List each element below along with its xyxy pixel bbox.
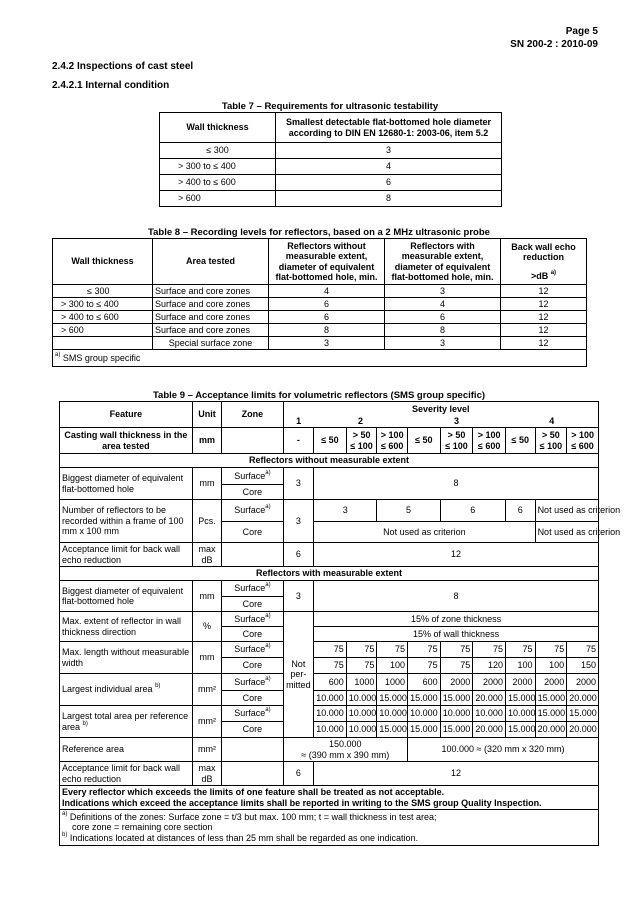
casting-wall-cell-bottom: ≤ 100	[539, 440, 563, 451]
zone-core: Core	[222, 627, 283, 642]
zone-empty	[222, 738, 283, 762]
value-cell: 15.000	[377, 691, 408, 706]
table7-cell: > 400 to ≤ 600	[160, 175, 276, 191]
value-cell: 10.000	[346, 691, 377, 706]
row-label: Reference area	[60, 738, 193, 762]
zone-core: Core	[222, 485, 283, 500]
table7-cell: > 300 to ≤ 400	[160, 159, 276, 175]
value-cell: 15.000	[440, 691, 473, 706]
table8-cell: Surface and core zones	[153, 324, 269, 337]
zone-surface-label: Surface	[234, 470, 266, 481]
table8-cell: 3	[385, 285, 501, 298]
table8-cell	[53, 337, 153, 350]
value-cell: 75	[314, 642, 347, 658]
value-cell: 15.000	[535, 691, 567, 706]
row-label: Number of reflectors to be recorded within a frame of 100 mm x 100 mm	[60, 500, 193, 543]
value-cell: 100	[535, 658, 567, 674]
value-cell: 15.000	[440, 722, 473, 738]
reference-area-size: ≈ (390 mm x 390 mm)	[301, 749, 390, 760]
table8-cell: 3	[385, 337, 501, 350]
value-cell: 10.000	[408, 706, 441, 722]
zone-surface-label: Surface	[234, 505, 266, 516]
level1-value: 3	[283, 468, 314, 500]
value-cell: 15.000	[535, 706, 567, 722]
zone-surface	[222, 612, 283, 627]
value-cell: 10.000	[346, 706, 377, 722]
table8-footnote-text: SMS group specific	[62, 352, 141, 363]
zone-surface	[222, 581, 283, 597]
zone-surface	[222, 642, 283, 658]
severity-level-4: 4	[505, 416, 598, 428]
value-cell: 2000	[535, 674, 567, 691]
table9-header-severity: Severity level	[283, 402, 598, 416]
subheading-with-extent: Reflectors with measurable extent	[60, 567, 599, 581]
zone-surface-label: Surface	[234, 644, 266, 655]
value-cell: 2000	[505, 674, 535, 691]
value-cell: Not used as criterion	[535, 500, 598, 522]
table8-header-wall: Wall thickness	[53, 239, 153, 285]
value-cell: 5	[377, 500, 440, 522]
casting-wall-cell: ≤ 50	[505, 428, 535, 454]
zone-core: Core	[222, 522, 283, 543]
value-cell: 120	[473, 658, 506, 674]
value-cell: 8	[314, 468, 599, 500]
casting-wall-dash: -	[283, 428, 314, 454]
casting-wall-cell	[440, 428, 473, 454]
row-unit: mm	[192, 642, 222, 674]
table7	[159, 112, 502, 207]
table8-cell: 12	[501, 285, 587, 298]
value-cell: 75	[377, 642, 408, 658]
value-cell: 10.000	[314, 722, 347, 738]
value-cell: 100.000 ≈ (320 mm x 320 mm)	[408, 738, 599, 762]
row-label: Biggest diameter of equivalent flat-bottomed hole	[60, 468, 193, 500]
table8-cell: > 600	[53, 324, 153, 337]
table8-cell: > 400 to ≤ 600	[53, 311, 153, 324]
table8-header-without: Reflectors without measurable extent, diameter of equivalent flat-bottomed hole, min.	[269, 239, 385, 285]
row-unit: mm²	[192, 706, 222, 738]
table8-header-db: >dB	[530, 270, 549, 281]
casting-wall-cell-top: > 100	[380, 430, 404, 441]
zone-surface	[222, 500, 283, 522]
value-cell: 75	[473, 642, 506, 658]
row-label-text: Largest individual area	[62, 684, 153, 695]
value-cell: 12	[314, 762, 599, 786]
footnote-a-text-cont: core zone = remaining core section	[72, 822, 213, 833]
casting-wall-cell	[567, 428, 599, 454]
table7-cell: 6	[276, 175, 502, 191]
value-cell: 15.000	[377, 722, 408, 738]
value-cell: 10.000	[314, 706, 347, 722]
value-cell: 10.000	[377, 706, 408, 722]
value-cell: 15% of zone thickness	[314, 612, 599, 627]
casting-wall-cell-top: > 50	[447, 430, 466, 441]
table7-cell: ≤ 300	[160, 143, 276, 159]
table8-caption: Table 8 – Recording levels for reflectors, based on a 2 MHz ultrasonic probe	[148, 227, 490, 238]
value-cell: 10.000	[505, 706, 535, 722]
footnote-a-marker: a)	[62, 810, 68, 817]
table9-footnotes	[60, 810, 599, 846]
table8	[52, 238, 587, 367]
value-cell: 75	[505, 642, 535, 658]
value-cell: 20.000	[567, 722, 599, 738]
value-cell: 2000	[567, 674, 599, 691]
document-number: SN 200-2 : 2010-09	[510, 39, 598, 50]
severity-level-2: 2	[314, 416, 408, 428]
casting-wall-cell-bottom: ≤ 100	[350, 440, 373, 451]
table8-header-back-label: Back wall echo reduction	[511, 241, 576, 263]
casting-wall-unit: mm	[192, 428, 222, 454]
zone-surface-label: Surface	[234, 613, 266, 624]
zone-surface	[222, 706, 283, 722]
value-cell: 75	[408, 642, 441, 658]
zone-empty	[222, 543, 283, 567]
casting-wall-cell-bottom: ≤ 600	[380, 440, 404, 451]
table8-cell: 8	[269, 324, 385, 337]
value-cell: 600	[408, 674, 441, 691]
zone-core: Core	[222, 691, 283, 706]
footnote-a-marker: a)	[265, 707, 271, 714]
footnote-a-marker: a)	[265, 504, 271, 511]
row-label: Max. length without measurable width	[60, 642, 193, 674]
footnote-b-marker: b)	[82, 720, 88, 727]
value-cell: 15.000	[505, 722, 535, 738]
table7-cell: > 600	[160, 191, 276, 207]
table8-cell: 6	[385, 311, 501, 324]
value-cell: 75	[567, 642, 599, 658]
table8-cell: 12	[501, 298, 587, 311]
table9-header-unit: Unit	[192, 402, 222, 428]
table8-cell: 12	[501, 324, 587, 337]
casting-wall-label: Casting wall thickness in the area tested	[60, 428, 193, 454]
casting-wall-cell-top: > 50	[541, 430, 560, 441]
row-unit: mm²	[192, 674, 222, 706]
zone-core: Core	[222, 658, 283, 674]
value-cell: 10.000	[346, 722, 377, 738]
table8-header-back	[501, 239, 587, 285]
value-cell: 3	[314, 500, 377, 522]
casting-wall-cell	[346, 428, 377, 454]
table7-caption: Table 7 – Requirements for ultrasonic testability	[221, 101, 439, 112]
note-line: Indications which exceed the acceptance limits shall be reported in writing to the SMS group Quality Inspection.	[62, 797, 542, 808]
zone-surface-label: Surface	[234, 676, 266, 687]
table8-header-area: Area tested	[153, 239, 269, 285]
value-cell: 15.000	[408, 691, 441, 706]
table8-header-with: Reflectors with measurable extent, diameter of equivalent flat-bottomed hole, min.	[385, 239, 501, 285]
row-label: Max. extent of reflector in wall thickness direction	[60, 612, 193, 642]
casting-wall-cell-bottom: ≤ 600	[571, 440, 594, 451]
row-label	[60, 674, 193, 706]
table8-cell: 8	[385, 324, 501, 337]
zone-surface	[222, 468, 283, 485]
table8-cell: Surface and core zones	[153, 285, 269, 298]
table7-header-wall: Wall thickness	[160, 113, 276, 143]
value-cell: 2000	[473, 674, 506, 691]
row-unit: mm	[192, 468, 222, 500]
table8-cell: > 300 to ≤ 400	[53, 298, 153, 311]
zone-surface	[222, 674, 283, 691]
level1-value: 3	[283, 581, 314, 612]
row-label: Acceptance limit for back wall echo reduction	[60, 543, 193, 567]
row-unit: max dB	[192, 762, 222, 786]
value-cell: Not used as criterion	[314, 522, 535, 543]
footnote-b-marker: b)	[155, 683, 161, 690]
zone-empty	[222, 762, 283, 786]
table9	[59, 401, 621, 846]
value-cell: 15.000	[408, 722, 441, 738]
row-unit: mm²	[192, 738, 222, 762]
value-cell: 1000	[377, 674, 408, 691]
value-cell: 75	[440, 658, 473, 674]
footnote-b-text: Indications located at distances of less than 25 mm shall be regarded as one indication.	[69, 832, 419, 843]
section-heading-2-4-2: 2.4.2 Inspections of cast steel	[52, 61, 194, 72]
level1-value: 3	[283, 500, 314, 543]
casting-wall-cell: ≤ 50	[408, 428, 441, 454]
table7-cell: 3	[276, 143, 502, 159]
value-cell: 12	[314, 543, 599, 567]
value-cell: 75	[346, 642, 377, 658]
table8-cell: 6	[269, 311, 385, 324]
value-cell: 10.000	[440, 706, 473, 722]
value-cell: 100	[505, 658, 535, 674]
casting-wall-cell-top: > 100	[571, 430, 594, 441]
footnote-a-text: Definitions of the zones: Surface zone = t/3 but max. 100 mm; t = wall thickness in test area;	[69, 811, 437, 822]
value-cell: 6	[505, 500, 535, 522]
value-cell: 75	[440, 642, 473, 658]
footnote-a-marker: a)	[550, 269, 557, 276]
table7-cell: 4	[276, 159, 502, 175]
table8-footnote	[53, 350, 587, 367]
footnote-a-marker: a)	[265, 675, 271, 682]
footnote-a-marker: a)	[265, 643, 271, 650]
table7-cell: 8	[276, 191, 502, 207]
value-cell: 15.000	[567, 706, 599, 722]
table8-cell: 4	[385, 298, 501, 311]
casting-wall-cell	[535, 428, 567, 454]
note-line: Every reflector which exceeds the limits of one feature shall be treated as not acceptable.	[62, 787, 445, 798]
table9-header-feature: Feature	[60, 402, 193, 428]
subheading-without-extent: Reflectors without measurable extent	[60, 454, 599, 468]
zone-core: Core	[222, 597, 283, 612]
table9-notes	[60, 786, 599, 810]
table8-cell: 6	[269, 298, 385, 311]
severity-level-1: 1	[283, 416, 314, 428]
footnote-a-marker: a)	[265, 612, 271, 619]
level1-value: 6	[283, 543, 314, 567]
value-cell: 2000	[440, 674, 473, 691]
row-unit: max dB	[192, 543, 222, 567]
section-heading-2-4-2-1: 2.4.2.1 Internal condition	[52, 80, 170, 91]
value-cell: Not used as criterion	[535, 522, 598, 543]
table8-cell: 12	[501, 337, 587, 350]
footnote-a-marker: a)	[265, 582, 271, 589]
row-label: Acceptance limit for back wall echo reduction	[60, 762, 193, 786]
table8-cell: 12	[501, 311, 587, 324]
value-cell: 20.000	[473, 722, 506, 738]
casting-wall-cell	[377, 428, 408, 454]
severity-level-3: 3	[408, 416, 506, 428]
table8-cell: 3	[269, 337, 385, 350]
row-label-text: Largest total area per reference area	[62, 711, 189, 732]
value-cell: 600	[314, 674, 347, 691]
table8-cell: Surface and core zones	[153, 298, 269, 311]
table8-cell: 4	[269, 285, 385, 298]
value-cell: 10.000	[473, 706, 506, 722]
zone-surface-label: Surface	[234, 583, 266, 594]
value-cell: 15% of wall thickness	[314, 627, 599, 642]
casting-wall-cell-bottom: ≤ 600	[477, 440, 501, 451]
value-cell: 6	[440, 500, 505, 522]
casting-wall-cell-top: > 100	[477, 430, 501, 441]
value-cell: 75	[535, 642, 567, 658]
reference-area-value: 150.000	[328, 739, 362, 750]
row-unit: Pcs.	[192, 500, 222, 543]
value-cell: 75	[346, 658, 377, 674]
table7-header-diameter: Smallest detectable flat-bottomed hole diameter according to DIN EN 12680-1: 2003-06, item 5.2	[276, 113, 502, 143]
casting-wall-cell: ≤ 50	[314, 428, 347, 454]
footnote-b-marker: b)	[62, 831, 68, 838]
value-cell: 100	[377, 658, 408, 674]
table8-cell: Surface and core zones	[153, 311, 269, 324]
not-permitted-cell: Not per-mitted	[283, 612, 314, 738]
value-cell: 1000	[346, 674, 377, 691]
value-cell: 8	[314, 581, 599, 612]
casting-wall-zone	[222, 428, 283, 454]
row-unit: %	[192, 612, 222, 642]
row-label: Biggest diameter of equivalent flat-bottomed hole	[60, 581, 193, 612]
value-cell: 10.000	[314, 691, 347, 706]
value-cell: 75	[408, 658, 441, 674]
value-cell: 20.000	[567, 691, 599, 706]
value-cell	[283, 738, 407, 762]
casting-wall-cell	[473, 428, 506, 454]
value-cell: 75	[314, 658, 347, 674]
table8-cell: Special surface zone	[153, 337, 269, 350]
table9-header-zone: Zone	[222, 402, 283, 428]
page-number: Page 5	[565, 26, 598, 37]
casting-wall-cell-bottom: ≤ 100	[445, 440, 468, 451]
row-unit: mm	[192, 581, 222, 612]
table8-cell: ≤ 300	[53, 285, 153, 298]
value-cell: 20.000	[473, 691, 506, 706]
value-cell: 20.000	[535, 722, 567, 738]
zone-core: Core	[222, 722, 283, 738]
footnote-a-marker: a)	[265, 469, 271, 476]
casting-wall-cell-top: > 50	[352, 430, 371, 441]
footnote-a-marker: a)	[55, 351, 61, 358]
value-cell: 150	[567, 658, 599, 674]
zone-surface-label: Surface	[234, 708, 266, 719]
value-cell: 15.000	[505, 691, 535, 706]
row-label	[60, 706, 193, 738]
table9-caption: Table 9 – Acceptance limits for volumetric reflectors (SMS group specific)	[152, 390, 486, 401]
level1-value: 6	[283, 762, 314, 786]
